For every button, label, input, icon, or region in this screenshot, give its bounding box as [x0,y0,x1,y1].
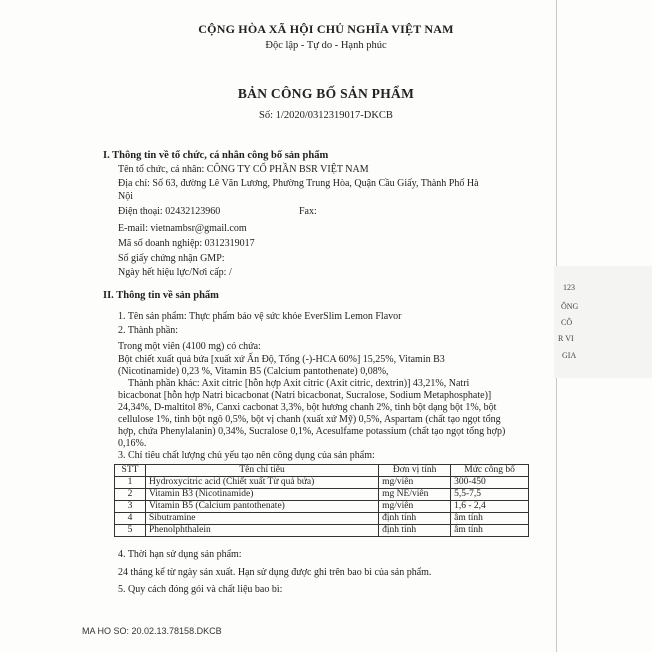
ingredients-label: 2. Thành phần: [118,325,179,336]
cell-stt: 2 [115,489,146,501]
section1-heading: I. Thông tin về tổ chức, cá nhân công bố sản phẩm [103,150,329,161]
other-ingredients-line-3: 24,34%, D-maltitol 8%, Canxi cacbonat 3,3%, bột hương chanh 2%, tinh bột dạng bột 1%, bột [118,402,497,413]
edge-text-3: CÔ [561,318,573,327]
table-row [115,489,529,501]
ingredients-paragraph [118,354,526,450]
active-ingredients-line-1: Bột chiết xuất quả bứa [xuất xứ Ấn Độ, Tổng (-)-HCA 60%] 15,25%, Vitamin B3 [118,354,445,365]
column-header-unit: Đơn vị tính [379,465,451,477]
edge-text-4: R VI [558,334,574,343]
cell-stt: 4 [115,513,146,525]
cell-level: âm tính [451,525,529,537]
gmp-certificate: Số giấy chứng nhận GMP: [118,253,225,264]
address-line-1: Địa chỉ: Số 63, đường Lê Văn Lương, Phường Trung Hòa, Quận Cầu Giấy, Thành Phố Hà [118,178,479,189]
phone: Điện thoại: 02432123960 [118,206,221,217]
table-row [115,513,529,525]
cell-unit: mg/viên [379,501,451,513]
other-ingredients-line-5: hợp, chứa Phenylalanin) 0,34%, Sucralose 0,1%, Acesulfame potassium (chất tạo ngọt tổng hợp) [118,426,506,437]
document-title: BẢN CÔNG BỐ SẢN PHẨM [237,86,415,101]
shelf-life-label: 4. Thời hạn sử dụng sản phẩm: [118,549,242,560]
cell-level: 5,5-7,5 [451,489,529,501]
cell-criterion: Phenolphthalein [146,525,379,537]
cell-stt: 5 [115,525,146,537]
cell-level: 300-450 [451,477,529,489]
column-header-level: Mức công bố [451,465,529,477]
shelf-life-text: 24 tháng kể từ ngày sản xuất. Hạn sử dụng được ghi trên bao bì của sản phẩm. [118,567,432,578]
other-ingredients-line-6: 0,16%. [118,438,147,449]
cell-criterion: Sibutramine [146,513,379,525]
cell-unit: mg/viên [379,477,451,489]
packaging-label: 5. Quy cách đóng gói và chất liệu bao bì: [118,584,283,595]
cell-unit: định tính [379,513,451,525]
cell-level: 1,6 - 2,4 [451,501,529,513]
cell-stt: 1 [115,477,146,489]
expiry-issuer: Ngày hết hiệu lực/Nơi cấp: / [118,267,232,278]
national-motto: Độc lập - Tự do - Hạnh phúc [265,40,387,51]
per-tablet-label: Trong một viên (4100 mg) có chứa: [118,341,261,352]
table-row [115,501,529,513]
edge-text-2: ÔNG [561,302,579,311]
other-ingredients-line-4: cellulose 1%, tinh bột ngô 0,5%, bột vị chanh (xuất xứ Mỹ) 0,5%, Aspartam (chất tạo ngọt tổng [118,414,501,425]
table-row [115,477,529,489]
column-header-stt: STT [115,465,146,477]
active-ingredients-line-2: (Nicotinamide) 0,23 %, Vitamin B5 (Calcium pantothenate) 0,08%, [118,366,389,377]
other-ingredients-line-1: Thành phần khác: Axit citric [hỗn hợp Axit citric (Axit citric, dextrin)] 43,21%, Natri [128,378,470,389]
fax: Fax: [299,206,317,217]
national-header: CỘNG HÒA XÃ HỘI CHỦ NGHĨA VIỆT NAM [198,22,454,36]
column-header-criterion: Tên chỉ tiêu [146,465,379,477]
tax-code: Mã số doanh nghiệp: 0312319017 [118,238,255,249]
table-row [115,525,529,537]
edge-text-1: 123 [563,283,575,292]
address-line-2: Nội [118,191,133,202]
cell-stt: 3 [115,501,146,513]
org-name: Tên tổ chức, cá nhân: CÔNG TY CỔ PHẦN BSR VIỆT NAM [118,164,369,175]
other-ingredients-line-2: bicacbonat [hỗn hợp Natri bicacbonat (Natri bicacbonat, Sucralose, Sodium Metaphosphate)] [118,390,492,401]
cell-unit: mg NE/viên [379,489,451,501]
cell-criterion: Hydroxycitric acid (Chiết xuất Từ quả bứa) [146,477,379,489]
cell-unit: định tính [379,525,451,537]
document-number: Số: 1/2020/0312319017-DKCB [259,110,393,121]
email: E-mail: vietnambsr@gmail.com [118,223,247,234]
cell-criterion: Vitamin B5 (Calcium pantothenate) [146,501,379,513]
quality-criteria-table [114,464,529,537]
product-name: 1. Tên sản phẩm: Thực phẩm bảo vệ sức khỏe EverSlim Lemon Flavor [118,311,402,322]
cell-level: âm tính [451,513,529,525]
quality-criteria-label: 3. Chỉ tiêu chất lượng chủ yếu tạo nên công dụng của sản phẩm: [118,450,375,461]
cell-criterion: Vitamin B3 (Nicotinamide) [146,489,379,501]
edge-text-5: GIA [562,351,577,360]
section2-heading: II. Thông tin về sản phẩm [103,290,219,301]
dossier-code: MA HO SO: 20.02.13.78158.DKCB [82,626,222,636]
table-header-row [115,465,529,477]
